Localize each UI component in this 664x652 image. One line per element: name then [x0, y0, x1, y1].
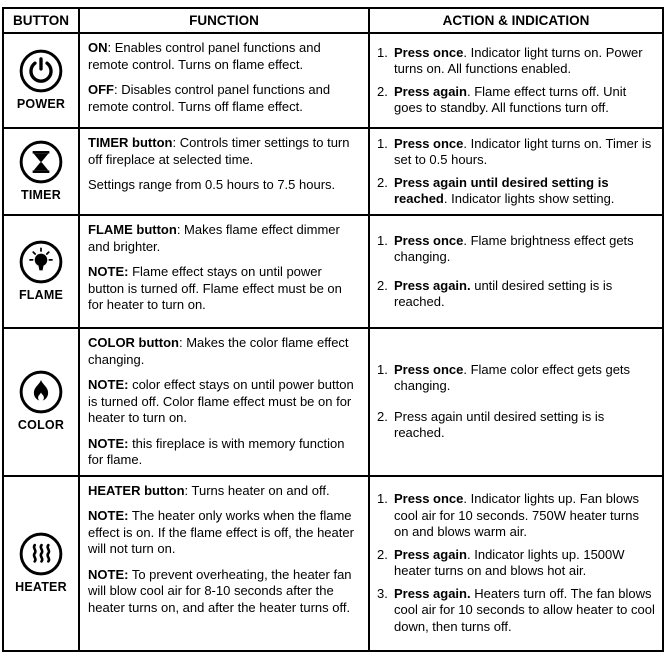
text-span: : Makes the color flame effect changing.	[88, 335, 349, 367]
bold-lead: Press again.	[394, 585, 471, 601]
bold-lead: Press again until desired setting is reached	[394, 174, 609, 207]
text-span: . Indicator lights up. 1500W heater turns on and blows hot air.	[394, 546, 625, 579]
action-item	[377, 84, 656, 117]
action-cell-flame	[369, 215, 663, 328]
function-paragraph	[88, 483, 360, 500]
action-text	[394, 175, 656, 208]
action-cell-heater	[369, 476, 663, 651]
flame-icon	[6, 369, 76, 415]
button-label-color: COLOR	[17, 418, 65, 433]
text-span: : Disables control panel functions and remote control. Turns off flame effect.	[88, 82, 331, 114]
text-span: : Enables control panel functions and remote control. Turns on flame effect.	[88, 40, 321, 72]
function-paragraph	[88, 82, 360, 115]
action-number: 1.	[377, 44, 388, 60]
action-number: 3.	[377, 585, 388, 601]
text-span: . Indicator light turns on. Power turns on. All functions enabled.	[394, 44, 643, 77]
text-span: . Flame color effect gets gets changing.	[394, 361, 631, 394]
function-paragraph	[88, 222, 360, 255]
action-item	[377, 233, 656, 266]
bold-lead: FLAME button	[88, 222, 177, 238]
action-text	[394, 45, 656, 78]
power-icon	[6, 48, 76, 94]
button-function-table	[2, 7, 664, 652]
action-text	[394, 362, 656, 395]
heat-waves-icon	[6, 531, 76, 577]
bold-lead: Press again	[394, 83, 467, 99]
action-text	[394, 547, 656, 580]
action-item	[377, 45, 656, 78]
table-row-timer	[3, 128, 663, 215]
action-item	[377, 491, 656, 541]
function-note	[88, 436, 360, 469]
text-span: this fireplace is with memory function for flame.	[88, 435, 345, 468]
button-cell-heater	[3, 476, 79, 651]
function-cell-color	[79, 328, 369, 476]
action-item	[377, 278, 656, 311]
action-item	[377, 175, 656, 208]
function-paragraph	[88, 135, 360, 168]
bold-lead: NOTE:	[88, 566, 129, 582]
text-span: until desired setting is is reached.	[394, 277, 613, 310]
function-cell-flame	[79, 215, 369, 328]
column-header-function: FUNCTION	[79, 8, 369, 33]
action-number: 2.	[377, 408, 388, 424]
bold-lead: NOTE:	[88, 377, 129, 393]
action-number: 1.	[377, 232, 388, 248]
button-cell-timer	[3, 128, 79, 215]
text-span: Press again until desired setting is is reached.	[394, 408, 605, 441]
text-span: Heaters turn off. The fan blows cool air for 10 seconds to allow heater to cool down, then turns off.	[394, 585, 655, 634]
button-cell-power	[3, 33, 79, 128]
button-cell-color	[3, 328, 79, 476]
action-text	[394, 278, 656, 311]
action-text	[394, 136, 656, 169]
function-cell-heater	[79, 476, 369, 651]
text-span: . Indicator light turns on. Timer is set to 0.5 hours.	[394, 135, 652, 168]
action-text	[394, 84, 656, 117]
action-number: 2.	[377, 277, 388, 293]
action-number: 2.	[377, 83, 388, 99]
action-number: 1.	[377, 135, 388, 151]
text-span: The heater only works when the flame effect is on. If the flame effect is off, the heater will not turn on.	[88, 508, 354, 557]
column-header-button: BUTTON	[3, 8, 79, 33]
bold-lead: NOTE:	[88, 264, 129, 280]
bold-lead: Press once	[394, 232, 464, 248]
table-row-power	[3, 33, 663, 128]
text-span: . Indicator lights show setting.	[443, 191, 615, 207]
bold-lead: TIMER button	[88, 135, 173, 151]
action-number: 1.	[377, 491, 388, 507]
bold-lead: NOTE:	[88, 508, 129, 524]
text-span: . Flame effect turns off. Unit goes to standby. All functions turn off.	[394, 83, 627, 116]
hourglass-icon	[6, 139, 76, 185]
bold-lead: HEATER button	[88, 482, 185, 498]
button-label-heater: HEATER	[15, 579, 67, 594]
bold-lead: Press once	[394, 491, 464, 507]
action-cell-timer	[369, 128, 663, 215]
function-cell-power	[79, 33, 369, 128]
table-row-flame	[3, 215, 663, 328]
column-header-action: ACTION & INDICATION	[369, 8, 663, 33]
bold-lead: Press once	[394, 135, 464, 151]
function-note	[88, 264, 360, 314]
function-paragraph	[88, 335, 360, 368]
text-span: . Indicator lights up. Fan blows cool air for 10 seconds. 750W heater turns on and blows warm air.	[394, 491, 639, 540]
table-row-color	[3, 328, 663, 476]
action-number: 2.	[377, 546, 388, 562]
function-note	[88, 567, 360, 617]
button-label-power: POWER	[16, 97, 66, 112]
action-number: 1.	[377, 361, 388, 377]
bold-lead: Press once	[394, 361, 464, 377]
function-paragraph	[88, 177, 360, 194]
action-text	[394, 409, 656, 442]
button-cell-flame	[3, 215, 79, 328]
bold-lead: ON	[88, 40, 108, 56]
action-text	[394, 586, 656, 636]
text-span: . Flame brightness effect gets changing.	[394, 232, 634, 265]
bold-lead: OFF	[88, 82, 114, 98]
action-item	[377, 136, 656, 169]
bulb-icon	[6, 239, 76, 285]
header-row	[3, 8, 663, 33]
button-label-timer: TIMER	[21, 188, 61, 203]
bold-lead: COLOR button	[88, 335, 179, 351]
action-text	[394, 491, 656, 541]
bold-lead: Press once	[394, 44, 464, 60]
action-text	[394, 233, 656, 266]
bold-lead: Press again	[394, 546, 467, 562]
text-span: : Turns heater on and off.	[184, 482, 330, 498]
text-span: : Makes flame effect dimmer and brighter.	[88, 222, 340, 254]
action-cell-power	[369, 33, 663, 128]
text-span: Flame effect stays on until power button is turned off. Flame effect must be on for heater to turn on.	[88, 264, 342, 313]
function-note	[88, 508, 360, 558]
action-cell-color	[369, 328, 663, 476]
function-note	[88, 377, 360, 427]
text-span: color effect stays on until power button is turned off. Color flame effect must be on for heater to turn on.	[88, 377, 354, 426]
function-paragraph	[88, 40, 360, 73]
action-item	[377, 586, 656, 636]
text-span: : Controls timer settings to turn off fireplace at selected time.	[88, 135, 350, 167]
text-span: Settings range from 0.5 hours to 7.5 hours.	[88, 177, 336, 193]
action-item	[377, 362, 656, 395]
action-item	[377, 409, 656, 442]
text-span: To prevent overheating, the heater fan will blow cool air for 8-10 seconds after the heater turns on, and after the heater turns off.	[88, 566, 352, 615]
table-row-heater	[3, 476, 663, 651]
bold-lead: Press again.	[394, 277, 471, 293]
action-item	[377, 547, 656, 580]
function-cell-timer	[79, 128, 369, 215]
button-label-flame: FLAME	[18, 288, 64, 303]
bold-lead: NOTE:	[88, 435, 129, 451]
action-number: 2.	[377, 174, 388, 190]
